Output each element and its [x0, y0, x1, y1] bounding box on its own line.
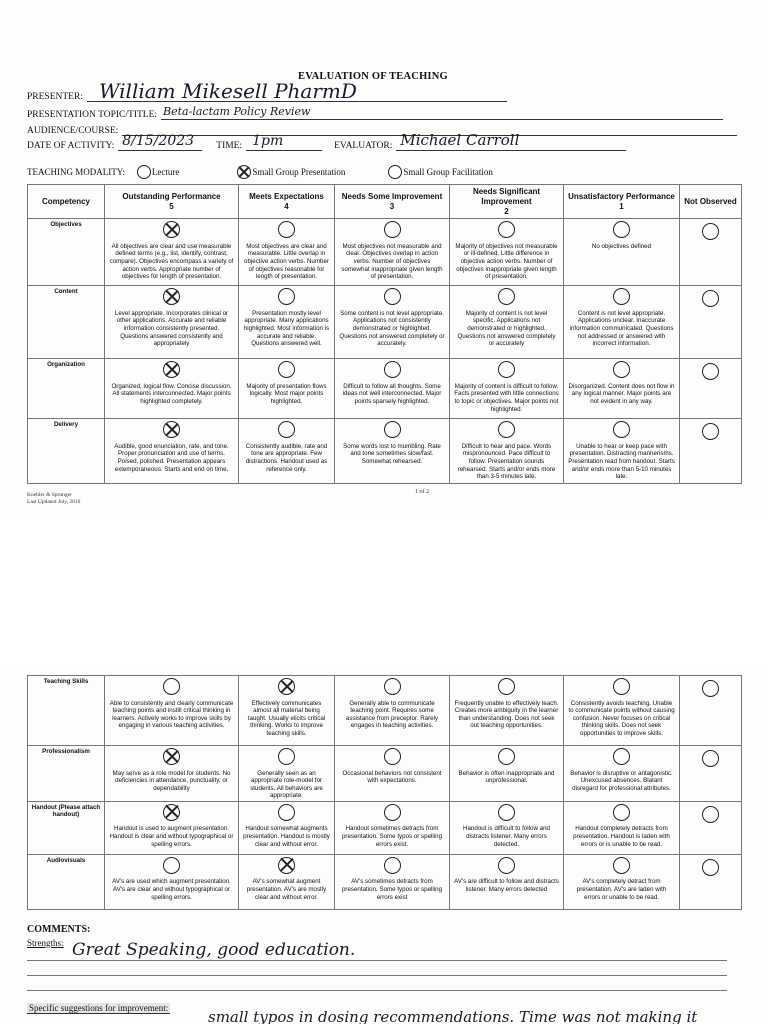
- rating-circle[interactable]: [613, 804, 630, 821]
- not-observed-delivery[interactable]: [680, 419, 742, 484]
- header-not-observed: Not Observed: [680, 185, 742, 219]
- competency-delivery: Delivery: [28, 419, 105, 484]
- rating-cell-audiovisuals-4[interactable]: AV's somewhat augment presentation. AV's are mostly clear and without error.: [239, 854, 335, 909]
- modality-small-group-facilitation-label: Small Group Facilitation: [403, 167, 493, 177]
- rubric-row-handout: [28, 801, 742, 854]
- time-field[interactable]: [246, 133, 322, 151]
- rating-circle[interactable]: [498, 748, 515, 765]
- rating-circle[interactable]: [384, 288, 401, 305]
- rating-circle[interactable]: [278, 748, 295, 765]
- rating-cell-teaching-skills-3[interactable]: Generally able to communicate teaching point. Requires some assistance from preceptor. Rarely engages in teaching activities.: [335, 676, 450, 746]
- rating-circle[interactable]: [278, 221, 295, 238]
- competency-audiovisuals: Audiovisuals: [28, 854, 105, 909]
- rating-circle-checked[interactable]: [163, 748, 180, 765]
- rating-cell-audiovisuals-1[interactable]: AV's completely detract from presentation. AV's are laden with errors or unable to be read.: [564, 854, 680, 909]
- rating-circle[interactable]: [613, 288, 630, 305]
- rubric-row-objectives: [28, 219, 742, 286]
- rating-circle-checked[interactable]: [278, 857, 295, 874]
- footer-credit-line-1: Koehler & Sprunger: [27, 492, 72, 498]
- rating-cell-objectives-1[interactable]: No objectives defined: [564, 219, 680, 286]
- page-gap: [0, 520, 768, 670]
- competency-organization: Organization: [28, 359, 105, 419]
- rating-cell-objectives-5[interactable]: All objectives are clear and use measurable defined terms (e.g., list, identify, contrast, compare). Objectives encompass a variety of action verbs. Appropriate number of objectives for length of presentation.: [105, 219, 239, 286]
- suggestions-label: Specific suggestions for improvement:: [29, 1003, 169, 1013]
- footer-credit: [27, 492, 80, 506]
- rating-cell-organization-1[interactable]: Disorganized. Content does not flow in any logical manner. Major points are not evident in any way.: [564, 359, 680, 419]
- not-observed-professionalism[interactable]: [680, 746, 742, 802]
- rating-circle-checked[interactable]: [278, 678, 295, 695]
- not-observed-audiovisuals[interactable]: [680, 854, 742, 909]
- rating-cell-content-3[interactable]: Some content is not level appropriate. Applications not consistently demonstrated or highlighted. Questions not answered completely or accurately.: [335, 286, 450, 359]
- page-number: 1 of 2: [415, 489, 429, 495]
- rating-cell-objectives-3[interactable]: Most objectives not measurable and clear. Objectives overlap in action verbs. Number of objectives somewhat inappropriate given length of presentation.: [335, 219, 450, 286]
- rating-circle-checked[interactable]: [163, 421, 180, 438]
- rating-circle-checked[interactable]: [163, 288, 180, 305]
- competency-teaching-skills: Teaching Skills: [28, 676, 105, 746]
- rating-circle[interactable]: [278, 804, 295, 821]
- rating-cell-handout-1[interactable]: Handout completely detracts from presentation. Handout is laden with errors or is unable to be read.: [564, 801, 680, 854]
- rating-circle[interactable]: [384, 857, 401, 874]
- rating-circle[interactable]: [613, 361, 630, 378]
- not-observed-circle[interactable]: [702, 750, 719, 767]
- rating-circle[interactable]: [384, 421, 401, 438]
- modality-lecture-label: Lecture: [151, 167, 180, 177]
- not-observed-circle[interactable]: [702, 223, 719, 240]
- rating-cell-objectives-2[interactable]: Majority of objectives not measurable or ill-defined. Little difference in objective action verbs. Number of objectives inappropriate given length of presentation.: [450, 219, 564, 286]
- rating-cell-professionalism-2[interactable]: Behavior is often inappropriate and unprofessional.: [450, 746, 564, 802]
- rating-cell-professionalism-4[interactable]: Generally seen as an appropriate role-model for students. All behaviors are appropriate.: [239, 746, 335, 802]
- date-label: DATE OF ACTIVITY:: [27, 141, 115, 151]
- rating-cell-teaching-skills-2[interactable]: Frequently unable to effectively teach. Creates more ambiguity in the learner than understanding. Does not seek out teaching opportunities.: [450, 676, 564, 746]
- rating-circle[interactable]: [498, 678, 515, 695]
- rating-cell-professionalism-3[interactable]: Occasional behaviors not consistent with expectations.: [335, 746, 450, 802]
- competency-professionalism: Professionalism: [28, 746, 105, 802]
- rating-cell-handout-4[interactable]: Handout somewhat augments presentation. Handout is mostly clear and without error.: [239, 801, 335, 854]
- competency-objectives: Objectives: [28, 219, 105, 286]
- rating-cell-delivery-1[interactable]: Unable to hear or keep pace with presentation. Distracting mannerisms. Presentation read from handout. Starts and/or ends more than 5-10 minutes late.: [564, 419, 680, 484]
- rating-cell-objectives-4[interactable]: Most objectives are clear and measurable. Little overlap in objective action verbs. Number of objectives reasonable for length of presentation.: [239, 219, 335, 286]
- audience-label: AUDIENCE/COURSE:: [27, 126, 119, 136]
- rating-circle[interactable]: [163, 678, 180, 695]
- header-meets: Meets Expectations 4: [239, 185, 335, 219]
- not-observed-content[interactable]: [680, 286, 742, 359]
- evaluator-value: Michael Carroll: [400, 131, 520, 149]
- rating-circle[interactable]: [613, 857, 630, 874]
- header-needs-some: Needs Some Improvement 3: [335, 185, 450, 219]
- rubric-table-page-2: [27, 675, 742, 910]
- rating-cell-content-1[interactable]: Content is not level appropriate. Applications unclear. Inaccurate information communicated. Questions not addressed or answered with incorrect information.: [564, 286, 680, 359]
- rating-circle[interactable]: [278, 421, 295, 438]
- comments-heading: COMMENTS:: [27, 924, 91, 935]
- rating-cell-content-5[interactable]: Level appropriate. Incorporates clinical or other applications. Accurate and reliable information consistently presented. Questions answered consistently and appropriately: [105, 286, 239, 359]
- not-observed-circle[interactable]: [702, 806, 719, 823]
- not-observed-circle[interactable]: [702, 680, 719, 697]
- footer-credit-line-2: Last Updated July, 2010: [27, 499, 81, 506]
- strengths-value[interactable]: Great Speaking, good education.: [72, 940, 356, 960]
- teaching-modality-row: [27, 165, 493, 179]
- header-competency: Competency: [28, 185, 105, 219]
- not-observed-circle[interactable]: [702, 423, 719, 440]
- rating-circle[interactable]: [498, 421, 515, 438]
- presenter-label: PRESENTER:: [27, 92, 83, 102]
- rating-cell-delivery-5[interactable]: Audible, good enunciation, rate, and tone. Proper pronunciation and use of terms. Poised, polished. Presentation appears extemporaneous. Starts and end on time.: [105, 419, 239, 484]
- strengths-label: Strengths:: [27, 938, 64, 948]
- rating-circle[interactable]: [613, 421, 630, 438]
- header-outstanding: Outstanding Performance 5: [105, 185, 239, 219]
- rating-cell-audiovisuals-3[interactable]: AV's sometimes detracts from presentation. Some typos or spelling errors exist: [335, 854, 450, 909]
- rating-cell-organization-5[interactable]: Organized, logical flow. Concise discussion. All statements interconnected. Major points highlighted completely.: [105, 359, 239, 419]
- rubric-row-teaching-skills: [28, 676, 742, 746]
- not-observed-handout[interactable]: [680, 801, 742, 854]
- rubric-row-professionalism: [28, 746, 742, 802]
- rating-circle[interactable]: [498, 288, 515, 305]
- rating-circle-checked[interactable]: [163, 221, 180, 238]
- not-observed-organization[interactable]: [680, 359, 742, 419]
- rating-cell-handout-2[interactable]: Handout is difficult to follow and distracts listener. Many errors detected.: [450, 801, 564, 854]
- evaluator-label: EVALUATOR:: [334, 141, 393, 151]
- rating-circle[interactable]: [498, 361, 515, 378]
- topic-field[interactable]: [161, 105, 723, 120]
- rubric-row-content: [28, 286, 742, 359]
- modality-lecture-radio[interactable]: [137, 165, 151, 179]
- rating-circle[interactable]: [163, 857, 180, 874]
- modality-small-group-presentation-label: Small Group Presentation: [252, 167, 346, 177]
- rating-cell-organization-4[interactable]: Majority of presentation flows logically. Most major points highlighted.: [239, 359, 335, 419]
- rating-cell-teaching-skills-5[interactable]: Able to consistently and clearly communicate teaching points and instill critical thinking in learners. Actively works to improve skills by engaging in various teaching activities.: [105, 676, 239, 746]
- topic-value: Beta-lactam Policy Review: [163, 105, 311, 118]
- comment-line: [27, 960, 727, 961]
- rating-cell-professionalism-5[interactable]: May serve as a role model for students. No deficiencies in attendance, punctuality, or dependability: [105, 746, 239, 802]
- topic-row: [27, 105, 723, 120]
- rating-cell-delivery-2[interactable]: Difficult to hear and pace. Words mispronounced. Pace difficult to follow. Presentation sounds rehearsed. Starts and/or ends more than 3-5 minutes late.: [450, 419, 564, 484]
- presenter-value: William Mikesell PharmD: [98, 79, 357, 103]
- rating-circle[interactable]: [278, 288, 295, 305]
- suggestions-value[interactable]: small typos in dosing recommendations. Time was not making it: [208, 1008, 698, 1024]
- time-value: 1pm: [252, 133, 284, 149]
- rubric-row-delivery: [28, 419, 742, 484]
- modality-label: TEACHING MODALITY:: [27, 167, 125, 177]
- rating-circle[interactable]: [613, 221, 630, 238]
- rating-circle-checked[interactable]: [163, 804, 180, 821]
- rating-circle[interactable]: [613, 748, 630, 765]
- not-observed-circle[interactable]: [702, 290, 719, 307]
- rating-cell-delivery-3[interactable]: Some words lost to mumbling. Rate and tone sometimes slow/fast. Somewhat rehearsed.: [335, 419, 450, 484]
- evaluator-field[interactable]: [396, 131, 626, 151]
- time-label: TIME:: [216, 141, 243, 151]
- form-title: EVALUATION OF TEACHING: [298, 71, 448, 82]
- rating-cell-handout-3[interactable]: Handout sometimes detracts from presentation. Some typos or spelling errors exist.: [335, 801, 450, 854]
- rating-circle[interactable]: [498, 221, 515, 238]
- modality-small-group-presentation-radio[interactable]: [237, 165, 251, 179]
- rating-cell-organization-2[interactable]: Majority of content is difficult to follow. Facts presented with little connections to topic or objectives. Major points not highlighted.: [450, 359, 564, 419]
- not-observed-circle[interactable]: [702, 859, 719, 876]
- rating-circle[interactable]: [384, 361, 401, 378]
- rating-circle[interactable]: [384, 748, 401, 765]
- rating-circle[interactable]: [278, 361, 295, 378]
- rating-cell-teaching-skills-4[interactable]: Effectively communicates almost all material being taught. Usually elicits critical thinking. Works to improve teaching skills.: [239, 676, 335, 746]
- rating-circle[interactable]: [384, 804, 401, 821]
- competency-content: Content: [28, 286, 105, 359]
- rating-cell-professionalism-1[interactable]: Behavior is disruptive or antagonistic. Unexcused absences. Blatant disregard for professional attributes.: [564, 746, 680, 802]
- rating-circle[interactable]: [498, 804, 515, 821]
- comment-line: [27, 975, 727, 976]
- topic-label: PRESENTATION TOPIC/TITLE:: [27, 110, 158, 120]
- presenter-row: [27, 79, 507, 103]
- rating-cell-audiovisuals-5[interactable]: AV's are used which augment presentation. AV's are clear and without typographical or spelling errors.: [105, 854, 239, 909]
- rating-cell-audiovisuals-2[interactable]: AV's are difficult to follow and distracts listener. Many errors detected: [450, 854, 564, 909]
- rating-circle[interactable]: [613, 678, 630, 695]
- not-observed-circle[interactable]: [702, 363, 719, 380]
- rubric-row-audiovisuals: [28, 854, 742, 909]
- rating-cell-handout-5[interactable]: Handout is used to augment presentation. Handout is clear and without typographical or spelling errors.: [105, 801, 239, 854]
- rating-circle[interactable]: [384, 678, 401, 695]
- rubric-row-organization: [28, 359, 742, 419]
- rating-circle[interactable]: [384, 221, 401, 238]
- presenter-field[interactable]: [87, 79, 507, 103]
- date-field[interactable]: [118, 133, 202, 151]
- not-observed-teaching-skills[interactable]: [680, 676, 742, 746]
- rating-cell-delivery-4[interactable]: Consistently audible, rate and tone are appropriate. Few distractions. Handout used as reference only.: [239, 419, 335, 484]
- rubric-table-page-1: [27, 184, 742, 484]
- date-value: 8/15/2023: [122, 133, 195, 149]
- rating-cell-organization-3[interactable]: Difficult to follow all thoughts. Some ideas not well interconnected. Major points sparsely highlighted.: [335, 359, 450, 419]
- header-needs-significant: Needs Significant Improvement 2: [450, 185, 564, 219]
- comment-line: [27, 990, 727, 991]
- rating-circle-checked[interactable]: [163, 361, 180, 378]
- rating-cell-content-4[interactable]: Presentation mostly level appropriate. Many applications highlighted. Most information is accurate and reliable. Questions answered well.: [239, 286, 335, 359]
- competency-handout: Handout (Please attach handout): [28, 801, 105, 854]
- modality-small-group-facilitation-radio[interactable]: [388, 165, 402, 179]
- header-unsatisfactory: Unsatisfactory Performance 1: [564, 185, 680, 219]
- rating-circle[interactable]: [498, 857, 515, 874]
- rating-cell-teaching-skills-1[interactable]: Consistently avoids teaching. Unable to communicate points without causing confusion. Never focuses on critical thinking skills. Does not seek opportunities to improve skills.: [564, 676, 680, 746]
- rating-cell-content-2[interactable]: Majority of content is not level specific. Applications not demonstrated or highlighted. Questions not answered completely or accurately: [450, 286, 564, 359]
- not-observed-objectives[interactable]: [680, 219, 742, 286]
